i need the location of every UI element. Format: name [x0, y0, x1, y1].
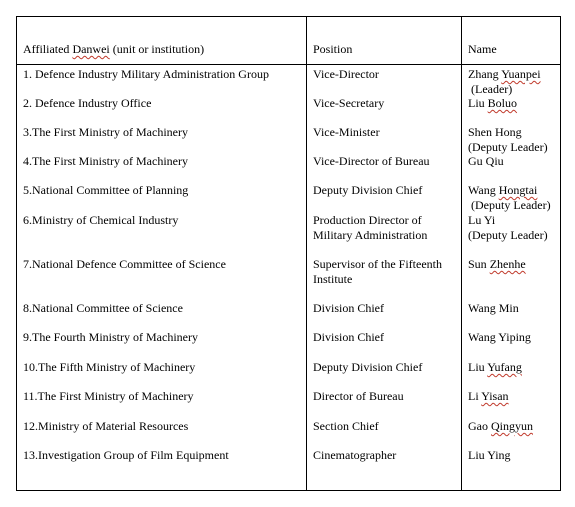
name-cell: [462, 96, 560, 111]
name-line: [468, 360, 554, 375]
position-line: Section Chief: [313, 419, 379, 433]
unit-cell: 9.The Fourth Ministry of Machinery: [23, 330, 198, 344]
position-line: Director of Bureau: [313, 389, 404, 403]
name-line: [468, 67, 554, 82]
header-cell-position: [307, 17, 462, 65]
name-text: Gu Qiu: [468, 154, 504, 168]
name-text-flagged: Qingyun: [491, 419, 533, 433]
name-line: [468, 125, 554, 140]
name-cell: [462, 301, 560, 316]
name-text: Shen Hong: [468, 125, 522, 139]
name-line: [468, 389, 554, 404]
name-line: [468, 96, 554, 111]
name-cell: [462, 448, 560, 463]
name-text: Wang Min: [468, 301, 519, 315]
unit-cell: 8.National Committee of Science: [23, 301, 183, 315]
header-danwei-term: Danwei: [72, 42, 110, 56]
name-text: Liu: [468, 96, 488, 110]
position-line: Supervisor of the Fifteenth: [313, 257, 442, 271]
header-position: Position: [313, 42, 353, 56]
table-body-row: [17, 65, 561, 491]
name-text: Lu Yi: [468, 213, 496, 227]
position-line: Vice-Secretary: [313, 96, 385, 110]
name-cell: [462, 67, 560, 97]
position-cell: [307, 125, 461, 140]
position-line: Division Chief: [313, 330, 384, 344]
name-text: Liu: [468, 360, 488, 374]
position-line: Cinematographer: [313, 448, 397, 462]
name-text-flagged: Boluo: [487, 96, 518, 110]
name-cell: [462, 389, 560, 404]
position-cell: [307, 330, 461, 345]
name-line: [468, 183, 554, 198]
name-role: (Deputy Leader): [468, 140, 548, 154]
header-cell-name: [462, 17, 561, 65]
unit-cell: 11.The First Ministry of Machinery: [23, 389, 194, 403]
name-text: Li: [468, 389, 482, 403]
name-cell: [462, 419, 560, 434]
position-line: Deputy Division Chief: [313, 183, 423, 197]
unit-cell: 12.Ministry of Material Resources: [23, 419, 189, 433]
unit-cell: 6.Ministry of Chemical Industry: [23, 213, 179, 227]
position-cell: [307, 448, 461, 463]
name-text-flagged: Yisan: [481, 389, 509, 403]
name-line: [468, 213, 554, 228]
name-text-flagged: Zhenhe: [489, 257, 526, 271]
name-cell: [462, 257, 560, 272]
name-text: Wang: [468, 183, 499, 197]
position-cell: [307, 96, 461, 111]
position-line: Division Chief: [313, 301, 384, 315]
name-role: (Deputy Leader): [471, 198, 551, 212]
header-cell-danwei: [17, 17, 307, 65]
name-cell: [462, 125, 560, 155]
position-cell: [307, 257, 461, 287]
name-cell: [462, 213, 560, 243]
name-line: [468, 330, 554, 345]
header-name: Name: [468, 42, 497, 56]
unit-cell: 7.National Defence Committee of Science: [23, 257, 226, 271]
position-cell: [307, 301, 461, 316]
name-text: Zhang: [468, 67, 502, 81]
unit-cell: 3.The First Ministry of Machinery: [23, 125, 188, 139]
name-text: Liu Ying: [468, 448, 511, 462]
unit-cell: 2. Defence Industry Office: [23, 96, 152, 110]
unit-cell: 1. Defence Industry Military Administration Group: [23, 67, 269, 81]
position-cell: [307, 213, 461, 243]
name-text: Sun: [468, 257, 490, 271]
name-text: Gao: [468, 419, 491, 433]
position-cell: [307, 360, 461, 375]
name-text-flagged: Yufang: [487, 360, 522, 374]
name-cell: [462, 183, 560, 213]
name-text-flagged: Hongtai: [498, 183, 538, 197]
name-cell: [462, 360, 560, 375]
name-line: [468, 448, 554, 463]
unit-column: [17, 65, 307, 491]
position-line: Production Director of: [313, 213, 422, 227]
position-line: Vice-Director of Bureau: [313, 154, 430, 168]
name-line: [468, 154, 554, 169]
position-column: [307, 65, 462, 491]
name-line: [468, 419, 554, 434]
unit-cell: 4.The First Ministry of Machinery: [23, 154, 188, 168]
name-cell: [462, 154, 560, 169]
header-danwei-suffix: (unit or institution): [109, 42, 205, 56]
position-cell: [307, 183, 461, 198]
unit-cell: 13.Investigation Group of Film Equipment: [23, 448, 229, 462]
position-line: Military Administration: [313, 228, 428, 242]
name-text: Wang Yiping: [468, 330, 531, 344]
table-header-row: [17, 17, 561, 65]
header-danwei-prefix: Affiliated: [23, 42, 73, 56]
position-cell: [307, 67, 461, 82]
name-column: [462, 65, 561, 491]
position-line: Vice-Director: [313, 67, 379, 81]
name-line: [468, 301, 554, 316]
position-line: Institute: [313, 272, 353, 286]
delegation-table: [16, 16, 561, 491]
name-role: (Deputy Leader): [468, 228, 548, 242]
document-page: [16, 16, 560, 489]
unit-cell: 5.National Committee of Planning: [23, 183, 189, 197]
position-cell: [307, 154, 461, 169]
position-line: Vice-Minister: [313, 125, 380, 139]
name-text-flagged: Yuanpei: [501, 67, 541, 81]
unit-cell: 10.The Fifth Ministry of Machinery: [23, 360, 196, 374]
name-line: [468, 257, 554, 272]
position-cell: [307, 419, 461, 434]
name-role: (Leader): [471, 82, 513, 96]
name-cell: [462, 330, 560, 345]
position-cell: [307, 389, 461, 404]
position-line: Deputy Division Chief: [313, 360, 423, 374]
